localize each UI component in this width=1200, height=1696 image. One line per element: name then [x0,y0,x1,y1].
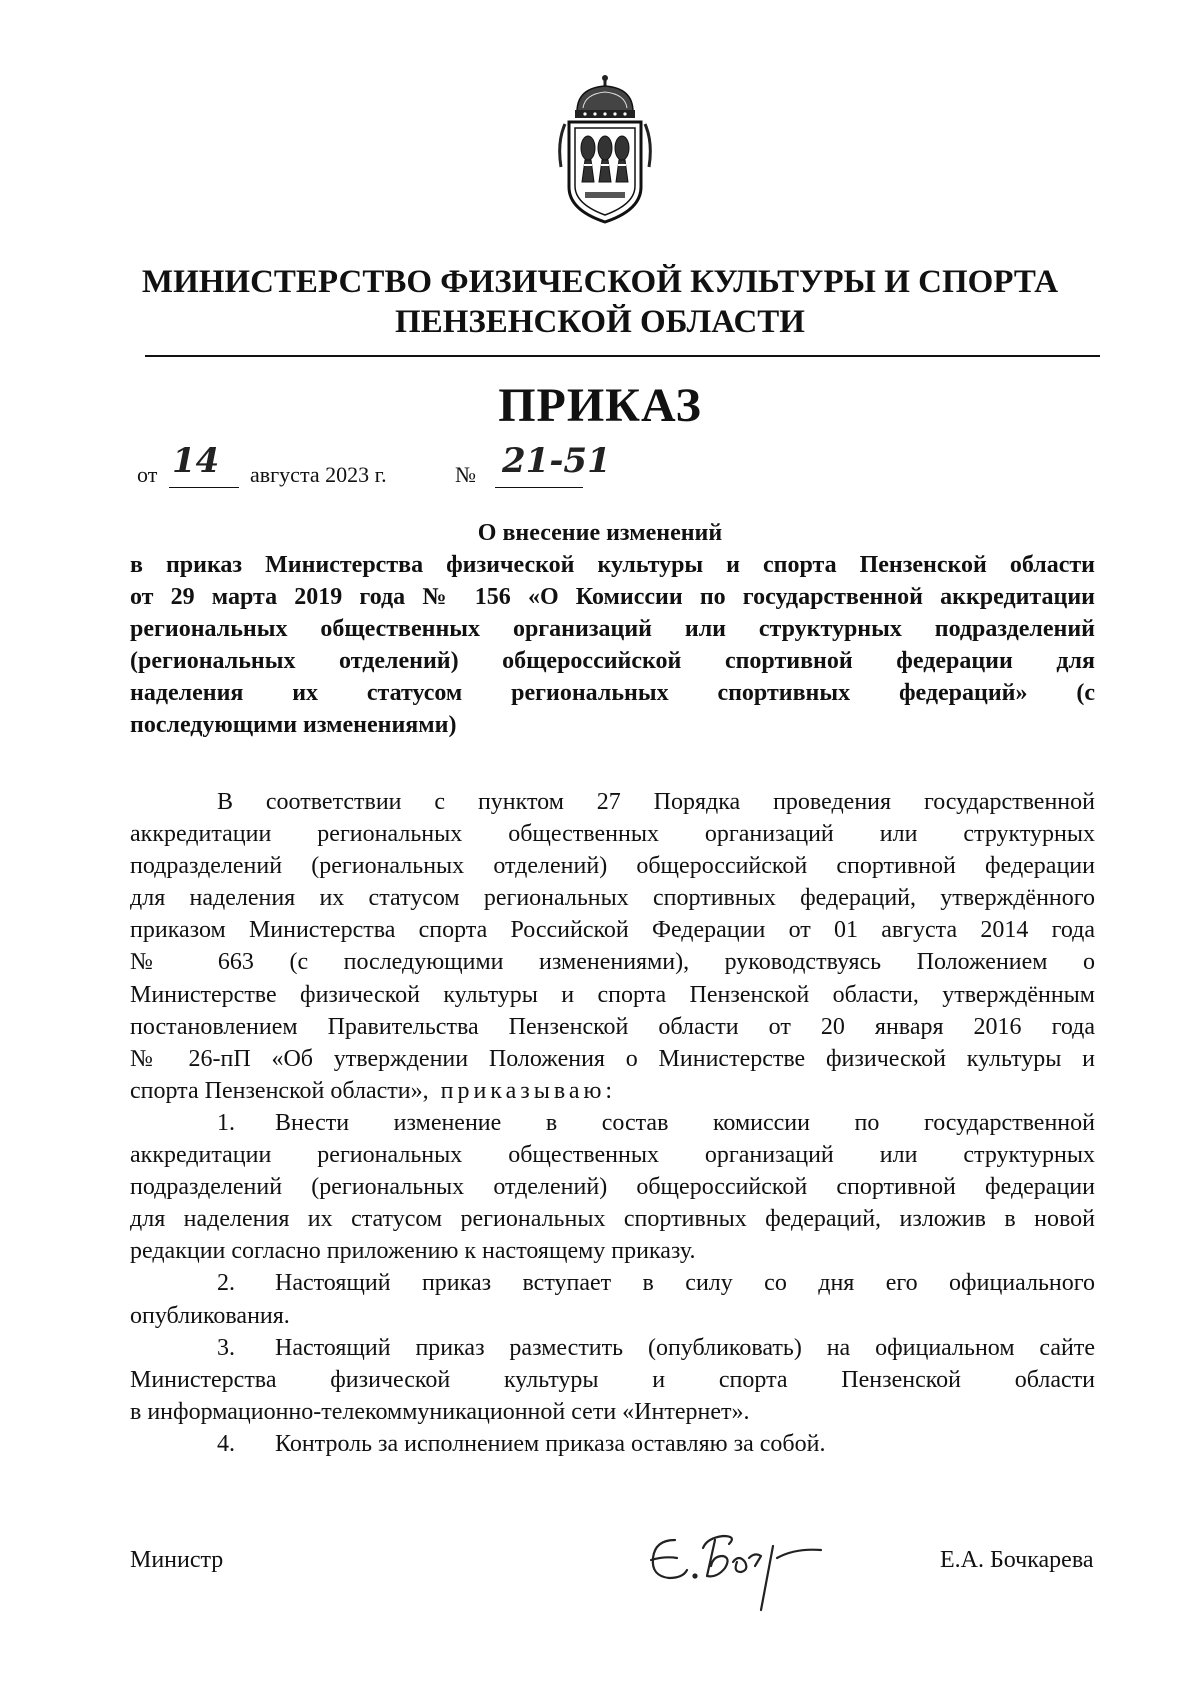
subject-line: наделения их статусом региональных спортивных федераций» (с [130,680,1095,706]
item-number: 4. [217,1430,235,1457]
preamble-line: Министерстве физической культуры и спорта Пензенской области, утверждённым [130,981,1095,1008]
item-line: в информационно-телекоммуникационной сети «Интернет». [130,1398,750,1425]
item-line: опубликования. [130,1302,290,1329]
subject-heading: О внесение изменений [477,520,723,546]
item-line: Министерства физической культуры и спорта Пензенской области [130,1366,1095,1393]
subject-line: региональных общественных организаций или структурных подразделений [130,616,1095,642]
item-line: для наделения их статусом региональных спортивных федераций, изложив в новой [130,1206,1095,1233]
signer-name: Е.А. Бочкарева [940,1547,1094,1573]
preamble-line: № 26-пП «Об утверждении Положения о Министерстве физической культуры и [130,1045,1095,1072]
item-line [130,1428,1095,1460]
item-line: редакции согласно приложению к настоящему приказу. [130,1238,696,1265]
date-day-handwritten: 14 [172,441,220,481]
preamble-line: приказом Министерства спорта Российской Федерации от 01 августа 2014 года [130,917,1095,944]
subject-line: (региональных отделений) общероссийской спортивной федерации для [130,648,1095,674]
ministry-name-line2: ПЕНЗЕНСКОЙ ОБЛАСТИ [395,304,805,340]
ministry-name-line1: МИНИСТЕРСТВО ФИЗИЧЕСКОЙ КУЛЬТУРЫ И СПОРТА [141,264,1059,300]
date-month-year: августа 2023 г. [250,462,387,487]
subject-line: от 29 марта 2019 года № 156 «О Комиссии по государственной аккредитации [130,584,1095,610]
signer-title: Министр [130,1547,224,1573]
item-number: 3. [217,1334,235,1361]
day-underline [169,487,239,488]
item-line [130,1332,1095,1364]
item-text: Настоящий приказ вступает в силу со дня его официального [275,1270,1095,1297]
preamble-line: подразделений (региональных отделений) общероссийской спортивной федерации [130,853,1095,880]
document-type-title: ПРИКАЗ [498,379,702,432]
preamble-line: аккредитации региональных общественных организаций или структурных [130,821,1095,848]
item-text: Настоящий приказ разместить (опубликовать) на официальном сайте [275,1334,1095,1361]
handwritten-signature [645,1518,845,1618]
subject-line: в приказ Министерства физической культуры и спорта Пензенской области [130,552,1095,578]
subject-line: последующими изменениями) [130,712,457,738]
preamble-last-line [130,1075,1095,1107]
item-text: Контроль за исполнением приказа оставляю за собой. [275,1430,826,1457]
order-word: приказываю: [440,1077,617,1104]
preamble-last-text: спорта Пензенской области», [130,1077,429,1104]
item-line [130,1107,1095,1139]
item-number: 1. [217,1109,235,1136]
item-line: аккредитации региональных общественных организаций или структурных [130,1142,1095,1169]
item-line [130,1267,1095,1299]
preamble-line: № 663 (с последующими изменениями), руководствуясь Положением о [130,949,1095,976]
preamble-line: В соответствии с пунктом 27 Порядка проведения государственной [217,789,1095,815]
item-number: 2. [217,1270,235,1297]
header-divider [145,355,1100,357]
subject-block [130,549,1095,741]
item-text: Внести изменение в состав комиссии по государственной [275,1109,1095,1136]
order-number-handwritten: 21-51 [502,441,611,481]
preamble-line: постановлением Правительства Пензенской области от 20 января 2016 года [130,1013,1095,1040]
item-line: подразделений (региональных отделений) общероссийской спортивной федерации [130,1174,1095,1201]
preamble-line: для наделения их статусом региональных спортивных федераций, утверждённого [130,885,1095,912]
number-underline [495,487,583,488]
date-from-label: от [137,462,158,487]
coat-of-arms-emblem [555,72,655,227]
number-sign-label: № [455,462,476,487]
document-body [130,786,1095,1460]
